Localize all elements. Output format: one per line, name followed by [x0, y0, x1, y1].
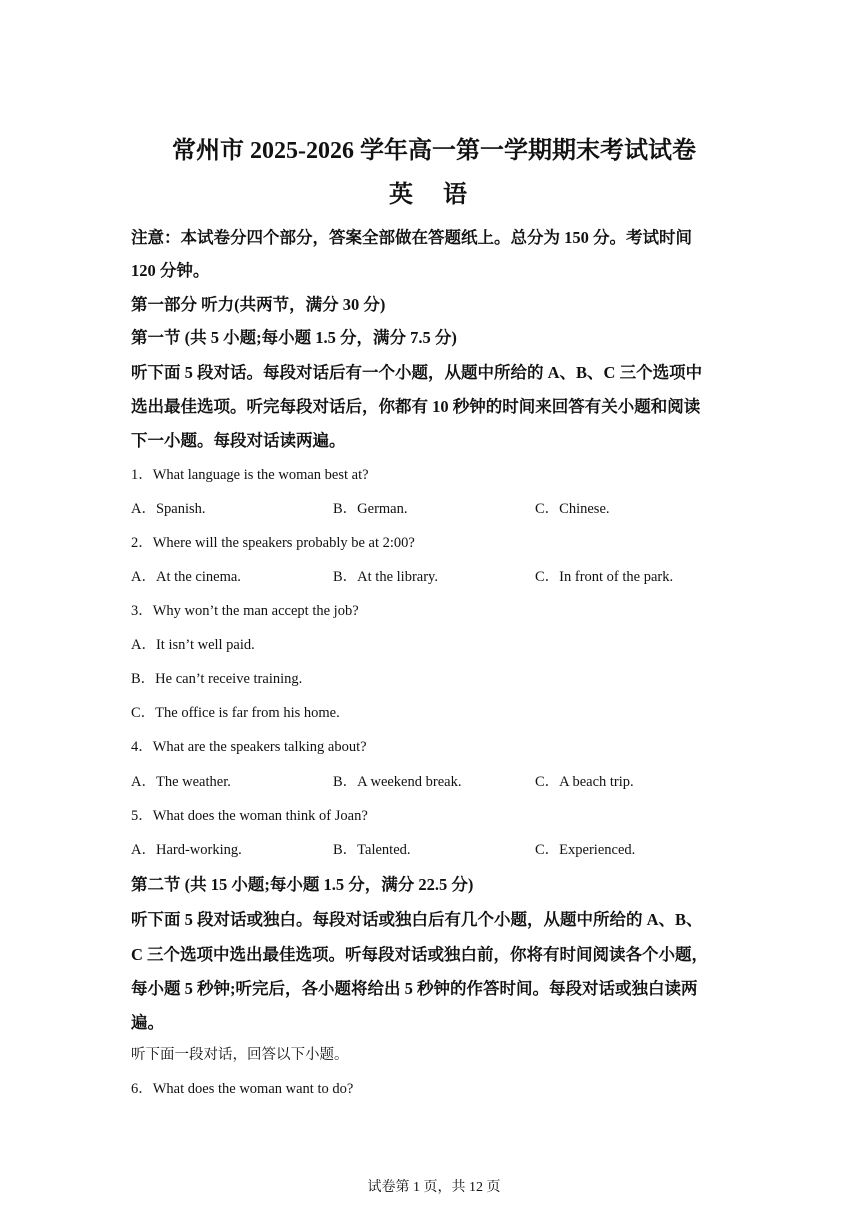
section2-instruction-1: 听下面 5 段对话或独白。每段对话或独白后有几个小题，从题中所给的 A、B、: [131, 910, 703, 929]
section2-lead: 听下面一段对话，回答以下小题。: [131, 1047, 349, 1063]
q2-option-b: B．At the library.: [333, 569, 438, 585]
section2-heading: 第二节 (共 15 小题;每小题 1.5 分，满分 22.5 分): [131, 875, 474, 894]
q4-option-b: B．A weekend break.: [333, 774, 462, 790]
q1-option-c: C．Chinese.: [535, 501, 610, 517]
q4-option-c: C．A beach trip.: [535, 774, 634, 790]
part1-heading: 第一部分 听力(共两节，满分 30 分): [131, 295, 386, 314]
q2-option-a: A．At the cinema.: [131, 569, 241, 585]
q5-option-a: A．Hard-working.: [131, 842, 242, 858]
subject-title: 英 语: [389, 182, 479, 208]
q2-option-c: C．In front of the park.: [535, 569, 674, 585]
page-footer: 试卷第 1 页，共 12 页: [367, 1180, 501, 1195]
q3-option-a: A．It isn’t well paid.: [131, 637, 255, 653]
question-1: 1．What language is the woman best at?: [131, 467, 369, 483]
q4-option-a: A．The weather.: [131, 774, 231, 790]
q1-option-a: A．Spanish.: [131, 501, 206, 517]
notice-line-1: 注意：本试卷分四个部分，答案全部做在答题纸上。总分为 150 分。考试时间: [131, 228, 692, 247]
question-3: 3．Why won’t the man accept the job?: [131, 603, 359, 619]
question-2: 2．Where will the speakers probably be at 2:00?: [131, 535, 415, 551]
q5-option-c: C．Experienced.: [535, 842, 636, 858]
question-4: 4．What are the speakers talking about?: [131, 739, 367, 755]
section1-instruction-3: 下一小题。每段对话读两遍。: [131, 431, 346, 450]
q1-option-b: B．German.: [333, 501, 408, 517]
q3-option-b: B．He can’t receive training.: [131, 671, 303, 687]
section1-heading: 第一节 (共 5 小题;每小题 1.5 分，满分 7.5 分): [131, 328, 457, 347]
q3-option-c: C．The office is far from his home.: [131, 705, 340, 721]
section1-instruction-1: 听下面 5 段对话。每段对话后有一个小题，从题中所给的 A、B、C 三个选项中: [131, 363, 703, 382]
section1-instruction-2: 选出最佳选项。听完每段对话后，你都有 10 秒钟的时间来回答有关小题和阅读: [131, 397, 701, 416]
section2-instruction-3: 每小题 5 秒钟;听完后，各小题将给出 5 秒钟的作答时间。每段对话或独白读两: [131, 979, 698, 998]
q5-option-b: B．Talented.: [333, 842, 411, 858]
question-5: 5．What does the woman think of Joan?: [131, 808, 368, 824]
notice-line-2: 120 分钟。: [131, 261, 210, 280]
section2-instruction-4: 遍。: [131, 1013, 164, 1032]
question-6: 6．What does the woman want to do?: [131, 1081, 354, 1097]
section2-instruction-2: C 三个选项中选出最佳选项。听每段对话或独白前，你将有时间阅读各个小题，: [131, 945, 709, 964]
exam-title: 常州市 2025-2026 学年高一第一学期期末考试试卷: [172, 138, 696, 164]
